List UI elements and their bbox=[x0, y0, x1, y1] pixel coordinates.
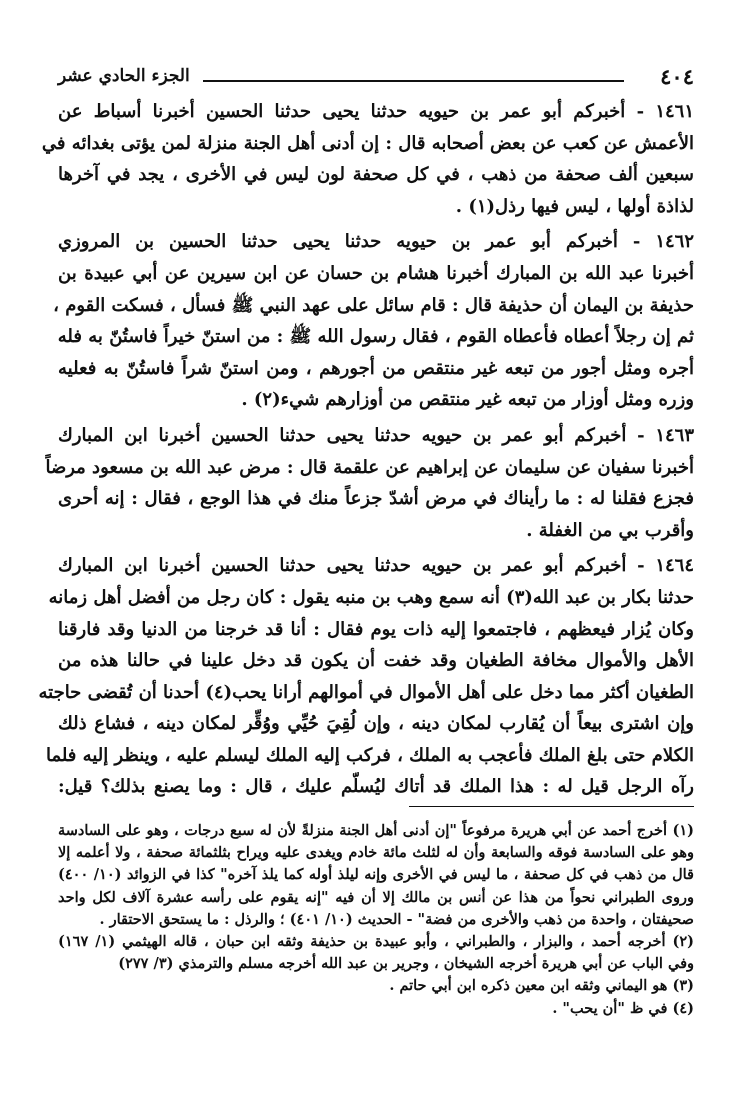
text-line: أخبرنا سفيان عن سليمان عن إبراهيم عن علقمة قال : مرض عبد الله بن مسعود مرضاً bbox=[45, 456, 694, 478]
text-line: أجره ومثل أجور من تبعه غير منتقص من أجورهم ، ومن استنّ شراً فاستُنّ به فعليه bbox=[58, 357, 694, 379]
text-line: وزره ومثل أوزار من تبعه غير منتقص من أوزارهم شيء(٢) . bbox=[241, 389, 694, 411]
text-line: الأهل والأموال مخافة الطغيان وقد خفت أن يكون قد دخل علينا في حالنا هذه من bbox=[58, 650, 694, 672]
footnote-line: قال من ذهب في كل صحفة ، ما ليس في الأخرى وإنه ليلذ أوله كما يلذ آخره" كذا في الزوائد (١٠/ ٤٠٠) bbox=[58, 866, 694, 884]
text-line: ثم إن رجلاً أعطاه فأعطاه القوم ، فقال رسول الله ﷺ : من استنّ خيراً فاستُنّ به فله bbox=[57, 326, 694, 348]
text-line: حدثنا بكار بن عبد الله(٣) أنه سمع وهب بن منبه يقول : كان رجل من أفضل أهل زمانه bbox=[48, 586, 694, 608]
page-number: ٤٠٤ bbox=[660, 64, 694, 89]
footnote-line: صحيفتان ، واحدة من ذهب والأخرى من فضة" - الحديث (١٠/ ٤٠١) ؛ والرذل : ما يستحق الاحتقار . bbox=[99, 910, 694, 928]
text-line: رآه الرجل قيل له : هذا الملك قد أتاك ليُسلّم عليك ، قال : وما يصنع بذلك؟ قيل: bbox=[58, 776, 694, 798]
hadith-1462 bbox=[53, 226, 694, 416]
text-line: حذيفة بن اليمان أن حذيفة قال : قام سائل على عهد النبي ﷺ فسأل ، فسكت القوم ، bbox=[53, 294, 694, 316]
footnote-rule bbox=[409, 806, 694, 807]
footnote-3 bbox=[58, 975, 694, 997]
main-text bbox=[38, 96, 694, 807]
footnote-2 bbox=[58, 931, 694, 975]
part-title: الجزء الحادي عشر bbox=[58, 66, 190, 86]
footnote-line: (١) أخرج أحمد عن أبي هريرة مرفوعاً "إن أدنى أهل الجنة منزلةً لأن له سبع درجات ، وهو على السادسة bbox=[58, 822, 694, 839]
text-line: الطغيان أكثر مما دخل على أهل الأموال في أموالهم أرانا يحب(٤) أحدنا أن تُقضى حاجته bbox=[38, 681, 694, 703]
footnote-line: (٣) هو اليماني وثقه ابن معين ذكره ابن أبي حاتم . bbox=[389, 977, 694, 995]
footnote-4 bbox=[58, 998, 694, 1020]
text-line: لذاذة أولها ، ليس فيها رذل(١) . bbox=[455, 195, 694, 217]
footnote-line: (٢) أخرجه أحمد ، والبزار ، والطبراني ، وأبو عبيدة بن حذيفة وثقه ابن حبان ، قاله الهيثمي (١/ ١٦٧) bbox=[58, 932, 694, 950]
text-line: وكان يُزار فيعظهم ، فاجتمعوا إليه ذات يوم فقال : أنا قد خرجنا من الدنيا وقد فارقنا bbox=[58, 618, 694, 640]
text-line: سبعين ألف صحفة من ذهب ، في كل صحفة لون ليس في الأخرى ، يجد في آخرها bbox=[58, 164, 694, 186]
footnote-1 bbox=[58, 820, 694, 931]
footnotes bbox=[58, 820, 694, 1020]
text-line: فجزع فقلنا له : ما رأيناك في مرض أشدّ جزعاً منك في هذا الوجع ، فقال : إنه أحرى bbox=[58, 488, 694, 510]
text-line: ١٤٦٢ - أخبركم أبو عمر بن حيويه حدثنا يحيى حدثنا الحسين بن المروزي bbox=[58, 231, 694, 253]
text-line: وإن اشترى بيعاً أن يُقارب لمكان دينه ، وإن لُقِيَ حُيِّي ووُقِّر لمكان دينه ، فشاع ذلك bbox=[58, 713, 694, 735]
hadith-1461 bbox=[41, 96, 694, 222]
hadith-1463 bbox=[45, 420, 694, 546]
text-line: ١٤٦١ - أخبركم أبو عمر بن حيويه حدثنا يحيى حدثنا الحسين أخبرنا أسباط عن bbox=[58, 101, 694, 122]
text-line: أخبرنا عبد الله بن المبارك أخبرنا هشام بن حسان عن ابن سيرين عن أبي عبيدة بن bbox=[58, 262, 694, 284]
text-line: الكلام حتى بلغ الملك فأعجب به الملك ، فركب إليه الملك ليسلم عليه ، وينظر إليه فلما bbox=[45, 744, 694, 766]
text-line: وأقرب بي من الغفلة . bbox=[526, 519, 694, 541]
footnote-line: وهو على السادسة فوقه والسابعة وأن له لثلث مائة خادم ويغدى عليه ويراح بثلثمائة صحفة ، ولا أعلمه إلا bbox=[58, 844, 694, 862]
text-line: الأعمش عن كعب عن بعض أصحابه قال : إن أدنى أهل الجنة منزلة لمن يؤتى بغدائه في bbox=[41, 132, 694, 154]
page-header bbox=[58, 62, 694, 92]
text-line: ١٤٦٤ - أخبركم أبو عمر بن حيويه حدثنا يحيى حدثنا الحسين أخبرنا ابن المبارك bbox=[58, 555, 694, 577]
hadith-1464 bbox=[38, 550, 694, 803]
text-line: ١٤٦٣ - أخبركم أبو عمر بن حيويه حدثنا يحيى حدثنا الحسين أخبرنا ابن المبارك bbox=[58, 424, 694, 446]
footnote-line: (٤) في ظ "أن يحب" . bbox=[552, 999, 694, 1017]
footnote-line: وروى الطبراني نحواً من هذا عن أنس بن مالك إلا أن فيه "إنه يقوم على رأسه عشرة آلاف لكل واحد bbox=[58, 888, 694, 906]
footnote-line: وفي الباب عن أبي هريرة أخرجه الشيخان ، وجرير بن عبد الله أخرجه مسلم والترمذي (٣/ ٢٧٧) bbox=[118, 955, 694, 973]
header-rule bbox=[203, 80, 624, 82]
